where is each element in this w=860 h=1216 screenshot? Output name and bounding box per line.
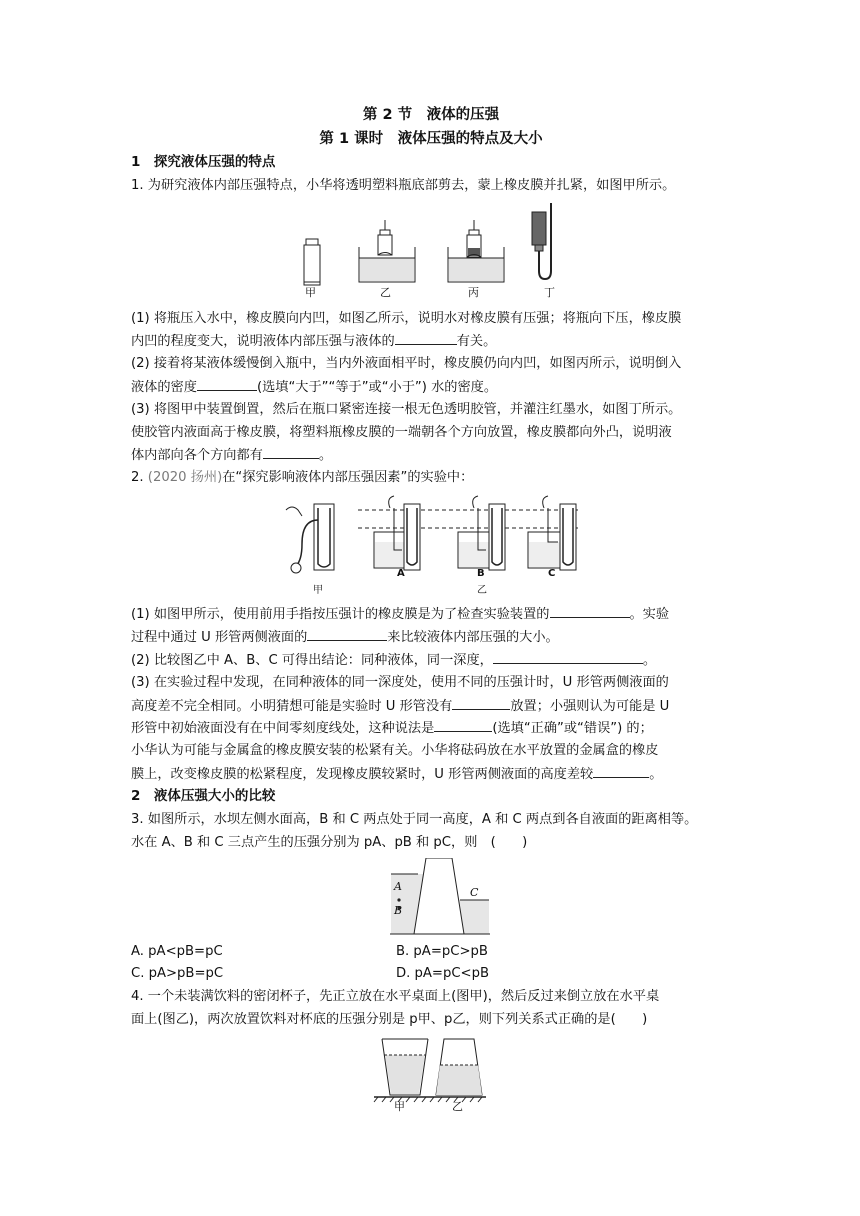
q3-line2: 水在 A、B 和 C 三点产生的压强分别为 pA、pB 和 pC，则 ( )	[131, 835, 528, 850]
answer-blank[interactable]	[493, 650, 643, 664]
lesson-title: 第 1 课时 液体压强的特点及大小	[319, 131, 543, 147]
fig3-label-a: A	[394, 880, 402, 893]
fig2-label-a: A	[397, 568, 405, 579]
q1-part1-line2: 内凹的程度变大，说明液体内部压强与液体的 有关。	[131, 331, 731, 351]
answer-blank[interactable]	[593, 764, 649, 778]
q2-part3-line1: (3) 在实验过程中发现，在同种液体的同一深度处，使用不同的压强计时，U 形管两侧液面的	[131, 675, 669, 690]
answer-blank[interactable]	[550, 604, 630, 618]
q4-line1: 4. 一个未装满饮料的密闭杯子，先正立放在水平桌面上(图甲)，然后反过来倒立放在水平桌	[131, 989, 660, 1004]
q4-line2: 面上(图乙)，两次放置饮料对杯底的压强分别是 p甲、p乙，则下列关系式正确的是( )	[131, 1012, 648, 1027]
q1-part3-line1: (3) 将图甲中装置倒置，然后在瓶口紧密连接一根无色透明胶管，并灌注红墨水，如图丁所示。	[131, 402, 682, 417]
q1-part2-line2: 液体的密度 (选填“大于”“等于”或“小于”) 水的密度。	[131, 377, 731, 397]
fig1-label-jia: 甲	[305, 286, 316, 299]
q2-stem: 2. (2020 扬州)在“探究影响液体内部压强因素”的实验中：	[131, 470, 474, 485]
fig4-label-yi: 乙	[452, 1100, 463, 1113]
figure-bottles	[295, 202, 565, 302]
fig2-label-jia: 甲	[313, 585, 323, 596]
q3-line1: 3. 如图所示，水坝左侧水面高，B 和 C 两点处于同一高度，A 和 C 两点到各自液面的距离相等。	[131, 812, 698, 827]
q2-part3-line5: 膜上，改变橡皮膜的松紧程度，发现橡皮膜较紧时，U 形管两侧液面的高度差较 。	[131, 764, 731, 784]
answer-blank[interactable]	[434, 718, 492, 732]
fig1-label-ding: 丁	[544, 286, 555, 299]
q3-option-d[interactable]: D. pA=pC<pB	[396, 966, 490, 981]
q1-part3-line3: 体内部向各个方向都有 。	[131, 445, 731, 465]
q3-option-c[interactable]: C. pA>pB=pC	[131, 966, 224, 981]
subsection-heading-2: 2 液体压强大小的比较	[131, 788, 276, 804]
answer-blank[interactable]	[452, 696, 510, 710]
q1-stem: 1. 为研究液体内部压强特点，小华将透明塑料瓶底部剪去，蒙上橡皮膜并扎紧，如图甲所示。	[131, 178, 676, 193]
figure-pressure-gauges	[278, 490, 588, 595]
fig2-label-b: B	[477, 568, 485, 579]
q2-part1-line2: 过程中通过 U 形管两侧液面的 来比较液体内部压强的大小。	[131, 627, 731, 647]
fig1-label-yi: 乙	[380, 286, 391, 299]
fig3-label-c: C	[470, 886, 479, 899]
answer-blank[interactable]	[263, 445, 319, 459]
q3-option-b[interactable]: B. pA=pC>pB	[396, 944, 488, 959]
figure-cups	[370, 1035, 490, 1113]
answer-blank[interactable]	[197, 377, 257, 391]
q2-part2: (2) 比较图乙中 A、B、C 可得出结论：同种液体，同一深度， 。	[131, 650, 731, 670]
q1-part2-line1: (2) 接着将某液体缓慢倒入瓶中，当内外液面相平时，橡皮膜仍向内凹，如图丙所示，说明倒入	[131, 356, 682, 371]
section-title: 第 2 节 液体的压强	[362, 107, 500, 123]
answer-blank[interactable]	[395, 331, 457, 345]
figure-dam	[390, 858, 490, 938]
subsection-heading-1: 1 探究液体压强的特点	[131, 154, 276, 170]
fig1-label-bing: 丙	[468, 286, 479, 299]
fig4-label-jia: 甲	[394, 1100, 405, 1113]
q2-part3-line3: 形管中初始液面没有在中间零刻度线处，这种说法是 (选填“正确”或“错误”) 的；	[131, 718, 731, 738]
q3-option-a[interactable]: A. pA<pB=pC	[131, 944, 223, 959]
q2-part3-line4: 小华认为可能与金属盒的橡皮膜安装的松紧有关。小华将砝码放在水平放置的金属盒的橡皮	[131, 743, 659, 758]
fig2-label-c: C	[548, 568, 556, 579]
answer-blank[interactable]	[307, 627, 387, 641]
q1-part1-line1: (1) 将瓶压入水中，橡皮膜向内凹，如图乙所示，说明水对橡皮膜有压强；将瓶向下压，橡皮膜	[131, 311, 682, 326]
fig3-label-b: B	[394, 904, 403, 917]
q2-part3-line2: 高度差不完全相同。小明猜想可能是实验时 U 形管没有 放置；小强则认为可能是 U	[131, 696, 731, 716]
q2-part1-line1: (1) 如图甲所示，使用前用手指按压强计的橡皮膜是为了检查实验装置的 。实验	[131, 604, 731, 624]
fig2-label-yi: 乙	[477, 585, 487, 596]
q1-part3-line2: 使胶管内液面高于橡皮膜，将塑料瓶橡皮膜的一端朝各个方向放置，橡皮膜都向外凸，说明液	[131, 425, 672, 440]
